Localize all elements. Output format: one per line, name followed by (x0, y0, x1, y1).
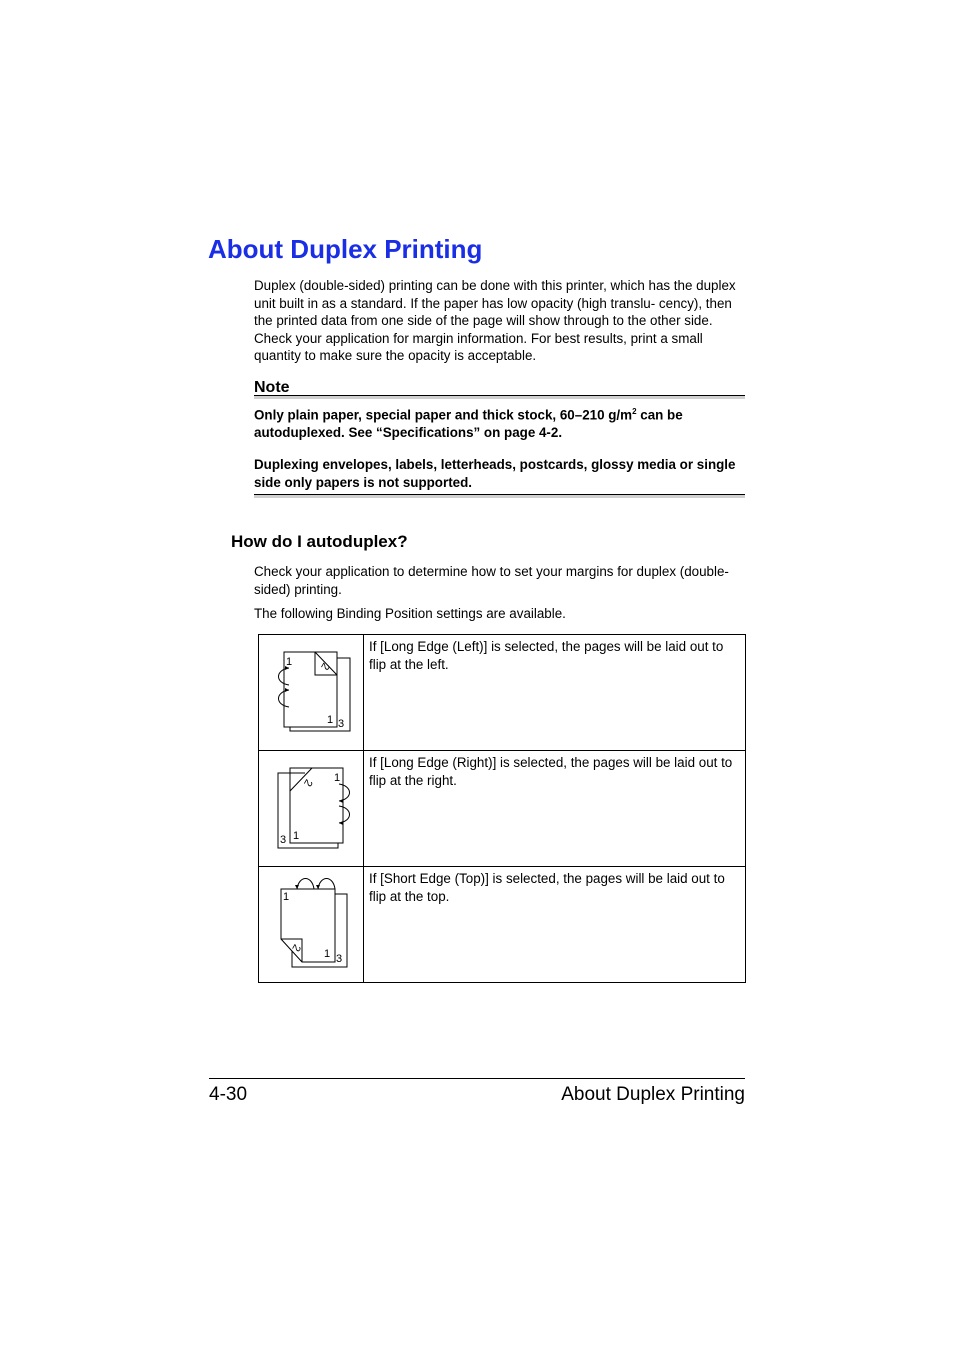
note-bottom-rule (254, 494, 745, 498)
svg-text:3: 3 (280, 834, 287, 846)
binding-icon-cell (259, 635, 364, 751)
page-title: About Duplex Printing (208, 234, 483, 264)
binding-description: If [Long Edge (Right)] is selected, the pages will be laid out to flip at the right. (364, 751, 746, 867)
table-row (259, 867, 746, 983)
table-row (259, 635, 746, 751)
footer-page-number: 4-30 (209, 1084, 248, 1105)
footer-rule (209, 1078, 745, 1079)
svg-text:3: 3 (338, 718, 345, 730)
svg-text:2: 2 (289, 942, 303, 954)
binding-description: If [Long Edge (Left)] is selected, the pages will be laid out to flip at the left. (364, 635, 746, 751)
section-paragraph-1: Check your application to determine how to set your margins for duplex (double-sided) printing. (254, 564, 729, 597)
section-paragraph-2: The following Binding Position settings are available. (254, 606, 566, 621)
note-title: Note (254, 379, 290, 396)
section-heading: How do I autoduplex? (231, 532, 408, 551)
svg-text:1: 1 (283, 891, 290, 903)
note-text-2: Duplexing envelopes, labels, letterheads, postcards, glossy media or single side only papers is not supported. (254, 457, 736, 490)
long-edge-left-binding-icon (259, 635, 363, 745)
footer-section-title: About Duplex Printing (561, 1084, 745, 1105)
binding-position-table (258, 634, 746, 983)
svg-text:1: 1 (334, 772, 341, 784)
short-edge-top-binding-icon (259, 867, 363, 977)
long-edge-right-binding-icon (259, 751, 363, 861)
svg-text:1: 1 (286, 656, 293, 668)
svg-text:2: 2 (318, 660, 332, 672)
svg-text:1: 1 (293, 830, 300, 842)
note-text-1: Only plain paper, special paper and thick stock, 60–210 $g/m^2$ can be autoduplexed. See “Specifications” on page 4-2. (254, 407, 683, 441)
intro-paragraph: Duplex (double-sided) printing can be done with this printer, which has the duplex unit built in as a standard. If the paper has low opacity (high translu- cency), then the printed data from one side of the page will show through to the other side. Check your application for margin information. For best results, print a small quantity to make sure the opacity is acceptable. (254, 278, 736, 364)
table-row (259, 751, 746, 867)
binding-description: If [Short Edge (Top)] is selected, the pages will be laid out to flip at the top. (364, 867, 746, 983)
svg-text:2: 2 (301, 777, 315, 789)
svg-text:3: 3 (336, 953, 343, 965)
note-top-rule (254, 395, 745, 399)
svg-text:1: 1 (327, 714, 334, 726)
svg-text:1: 1 (324, 948, 331, 960)
binding-icon-cell (259, 751, 364, 867)
binding-icon-cell (259, 867, 364, 983)
